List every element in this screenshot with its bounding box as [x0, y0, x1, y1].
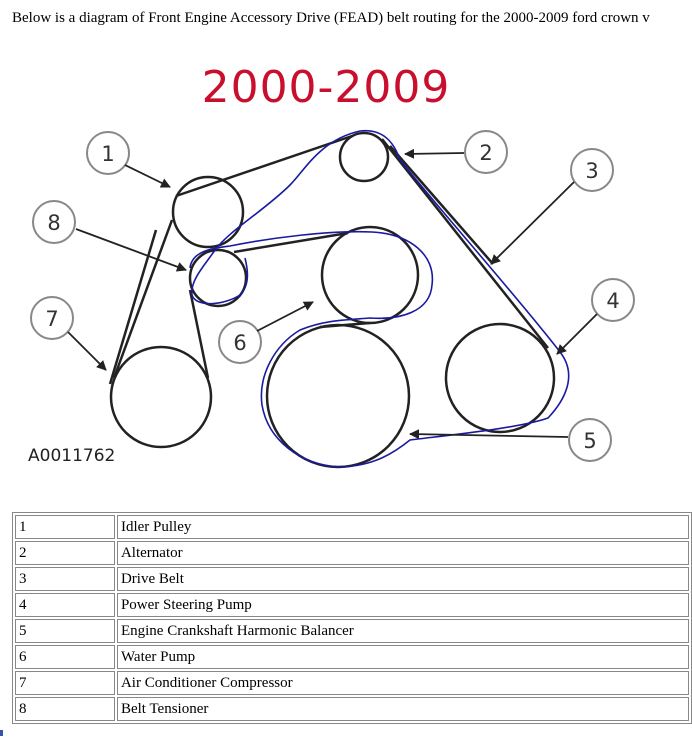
legend-number: 7	[15, 671, 115, 695]
callout-2	[405, 131, 507, 173]
svg-text:1: 1	[101, 142, 115, 166]
legend-name: Engine Crankshaft Harmonic Balancer	[117, 619, 689, 643]
power-steering-pulley	[446, 324, 554, 432]
table-row	[15, 541, 689, 565]
water-pump-pulley	[322, 227, 418, 323]
table-row	[15, 645, 689, 669]
legend-number: 5	[15, 619, 115, 643]
legend-name: Drive Belt	[117, 567, 689, 591]
legend-number: 6	[15, 645, 115, 669]
legend-number: 3	[15, 567, 115, 591]
legend-name: Alternator	[117, 541, 689, 565]
svg-text:7: 7	[45, 307, 59, 331]
legend-table	[12, 512, 692, 724]
table-row	[15, 697, 689, 721]
table-row	[15, 671, 689, 695]
table-row	[15, 515, 689, 539]
intro-text: Below is a diagram of Front Engine Accessory Drive (FEAD) belt routing for the 2000-2009 ford crown v	[12, 10, 650, 26]
callout-6	[219, 302, 313, 363]
svg-text:4: 4	[606, 289, 620, 313]
alternator-pulley	[340, 133, 388, 181]
belt-routing-diagram	[0, 40, 692, 480]
legend-name: Water Pump	[117, 645, 689, 669]
svg-text:5: 5	[583, 429, 597, 453]
crankshaft-pulley	[267, 325, 409, 467]
idler-pulley-1	[173, 177, 243, 247]
legend-name: Power Steering Pump	[117, 593, 689, 617]
svg-text:2: 2	[479, 141, 493, 165]
legend-number: 8	[15, 697, 115, 721]
svg-text:8: 8	[47, 211, 61, 235]
callout-4	[557, 279, 634, 354]
callout-5	[410, 419, 611, 461]
legend-name: Idler Pulley	[117, 515, 689, 539]
ac-compressor-pulley	[111, 347, 211, 447]
legend-number: 2	[15, 541, 115, 565]
legend-name: Air Conditioner Compressor	[117, 671, 689, 695]
page-edge-marker	[0, 730, 3, 736]
legend-name: Belt Tensioner	[117, 697, 689, 721]
table-row	[15, 619, 689, 643]
legend-number: 4	[15, 593, 115, 617]
table-row	[15, 593, 689, 617]
legend-number: 1	[15, 515, 115, 539]
tensioner-pulley	[190, 250, 246, 306]
callout-3	[491, 149, 613, 264]
callout-7	[31, 297, 106, 370]
callout-8	[33, 201, 186, 270]
belt-routing-overlay	[190, 131, 569, 467]
figure-code: A0011762	[28, 446, 116, 466]
table-row	[15, 567, 689, 591]
svg-text:6: 6	[233, 331, 247, 355]
year-range-title: 2000-2009	[201, 62, 451, 113]
svg-text:3: 3	[585, 159, 599, 183]
callout-1	[87, 132, 170, 187]
